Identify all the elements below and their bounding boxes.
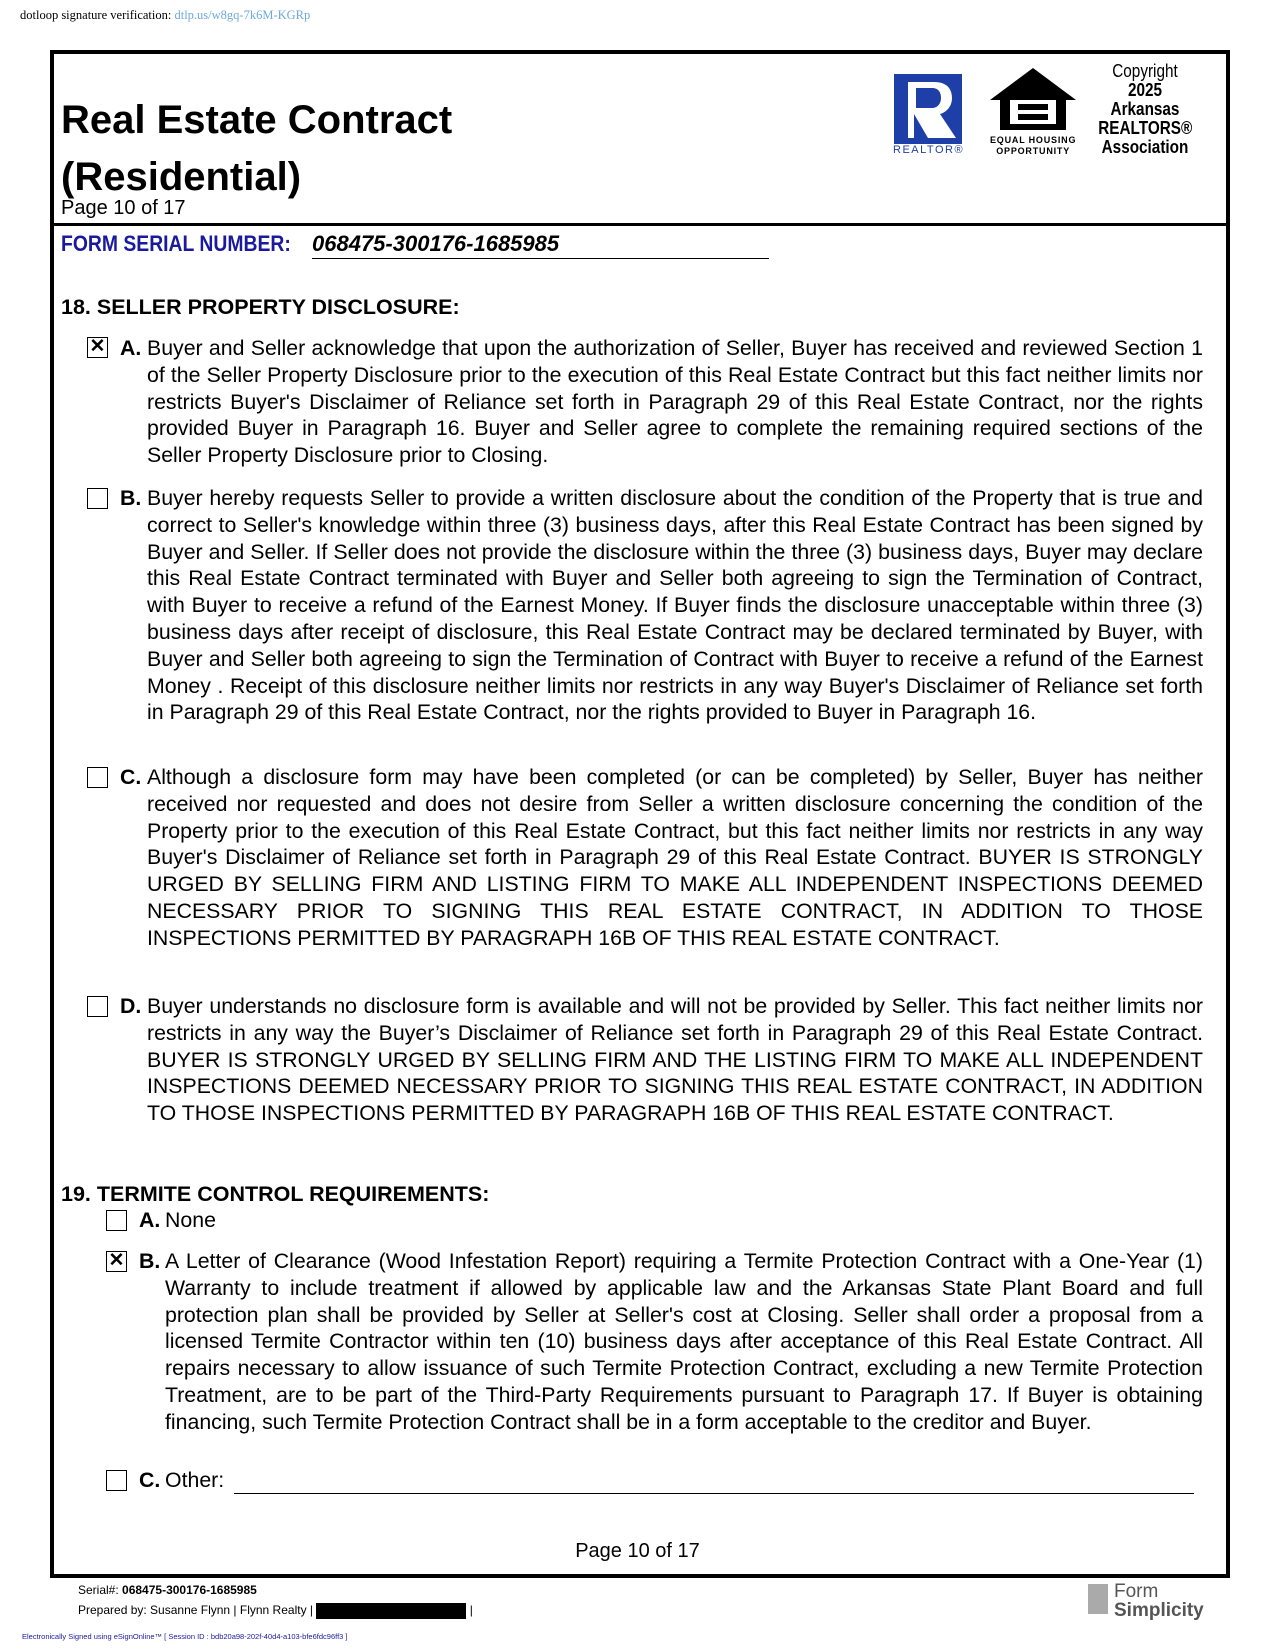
eho-line: EQUAL HOUSING	[990, 135, 1077, 145]
page-number-bottom: Page 10 of 17	[575, 1540, 700, 1562]
option-letter: C.	[139, 1468, 161, 1492]
section-19-heading: 19. TERMITE CONTROL REQUIREMENTS:	[61, 1182, 490, 1206]
brand-line: Form	[1114, 1581, 1159, 1602]
other-underline	[234, 1493, 1194, 1494]
verification-link[interactable]: dtlp.us/w8gq-7k6M-KGRp	[174, 8, 311, 22]
header-divider	[54, 223, 1226, 226]
copyright-line: Association	[1101, 137, 1189, 157]
serial-underline	[312, 258, 769, 259]
checkbox-19a[interactable]	[106, 1210, 127, 1231]
option-letter: B.	[139, 1249, 161, 1273]
checkbox-18a[interactable]	[87, 337, 108, 358]
option-18b-text: Buyer hereby requests Seller to provide a written disclosure about the condition of the Property that is true and correct to Seller's knowledge within three (3) business days, after this Real Estate Contract has been signed by Buyer and Seller. If Seller does not provide the disclosure within the three (3) business days, Buyer may declare this Real Estate Contract terminated with Buyer and Seller both agreeing to sign the Termination of Contract, with Buyer to receive a refund of the Earnest Money. If Buyer finds the disclosure unacceptable within three (3) business days after receipt of disclosure, this Real Estate Contract may be declared terminated by Buyer, with Buyer and Seller both agreeing to sign the Termination of Contract with Buyer to receive a refund of the Earnest Money . Receipt of this disclosure neither limits nor restricts in any way Buyer's Disclaimer of Reliance set forth in Paragraph 29 of this Real Estate Contract, nor the rights provided to Buyer in Paragraph 16.	[147, 486, 1203, 725]
title-line: (Residential)	[61, 155, 302, 199]
option-19a-text: None	[165, 1208, 216, 1232]
option-letter: C.	[120, 765, 142, 789]
checkbox-18b[interactable]	[87, 488, 108, 509]
option-letter: A.	[139, 1208, 161, 1232]
footer-prepared-by: Prepared by: Susanne Flynn | Flynn Realty | |	[78, 1603, 473, 1618]
equal-housing-icon	[988, 66, 1078, 137]
checkbox-mark: ✕	[89, 336, 106, 357]
equal-housing-text	[990, 135, 1076, 157]
option-18a-text: Buyer and Seller acknowledge that upon the authorization of Seller, Buyer has received and reviewed Section 1 of the Seller Property Disclosure prior to the execution of this Real Estate Contract but this fact neither limits nor restricts Buyer's Disclaimer of Reliance set forth in Paragraph 29 of this Real Estate Contract, nor the rights provided Buyer in Paragraph 16. Buyer and Seller agree to complete the remaining required sections of the Seller Property Disclosure prior to Closing.	[147, 336, 1203, 468]
checkbox-mark: ✕	[108, 1250, 125, 1271]
copyright-line: Arkansas	[1110, 99, 1180, 119]
realtor-logo-icon	[894, 74, 962, 144]
prepared-by-text: Prepared by: Susanne Flynn | Flynn Realty |	[78, 1603, 314, 1618]
option-18c-text: Although a disclosure form may have been completed (or can be completed) by Seller, Buyer has neither received nor requested and does not desire from Seller a written disclosure concerning the condition of the Property prior to the execution of this Real Estate Contract, but this fact neither limits nor restricts in any way Buyer's Disclaimer of Reliance set forth in Paragraph 29 of this Real Estate Contract. BUYER IS STRONGLY URGED BY SELLING FIRM AND LISTING FIRM TO MAKE ALL INDEPENDENT INSPECTIONS DEEMED NECESSARY PRIOR TO SIGNING THIS REAL ESTATE CONTRACT, IN ADDITION TO THOSE INSPECTIONS PERMITTED BY PARAGRAPH 16B OF THIS REAL ESTATE CONTRACT.	[147, 765, 1203, 950]
esign-notice: Electronically Signed using eSignOnline™ [ Session ID : bdb20a98-202f-40d4-a103-bfe6fdc96ff3 ]	[22, 1632, 348, 1641]
title-line: Real Estate Contract	[61, 98, 453, 142]
redacted-block	[316, 1603, 466, 1619]
page-number-top: Page 10 of 17	[61, 197, 186, 219]
option-letter: A.	[120, 336, 142, 360]
brand-line: Simplicity	[1114, 1600, 1204, 1621]
option-letter: D.	[120, 994, 142, 1018]
option-19b-text: A Letter of Clearance (Wood Infestation Report) requiring a Termite Protection Contract with a One-Year (1) Warranty to include treatment if allowed by applicable law and the Arkansas State Plant Board and full protection plan shall be provided by Seller at Seller's cost at Closing. Seller shall order a proposal from a licensed Termite Contractor within ten (10) business days after acceptance of this Real Estate Contract. All repairs necessary to allow issuance of such Termite Protection Contract, excluding a new Termite Protection Treatment, are to be part of the Third-Party Requirements pursuant to Paragraph 17. If Buyer is obtaining financing, such Termite Protection Contract shall be in a form acceptable to the creditor and Buyer.	[165, 1249, 1203, 1434]
checkbox-18d[interactable]	[87, 996, 108, 1017]
serial-label: FORM SERIAL NUMBER:	[61, 231, 291, 256]
form-title	[61, 92, 452, 206]
copyright-line: 2025	[1127, 80, 1163, 100]
checkbox-18c[interactable]	[87, 767, 108, 788]
form-simplicity-logo	[1114, 1582, 1204, 1620]
section-18-heading: 18. SELLER PROPERTY DISCLOSURE:	[61, 295, 460, 319]
option-19c-label: Other:	[165, 1468, 225, 1492]
footer-serial	[78, 1583, 257, 1597]
eho-line: OPPORTUNITY	[996, 146, 1071, 156]
checkbox-19c[interactable]	[106, 1470, 127, 1491]
copyright-notice	[1098, 62, 1192, 157]
footer-serial-label: Serial#:	[78, 1583, 119, 1597]
realtor-logo-text: REALTOR®	[893, 144, 965, 156]
checkbox-19b[interactable]	[106, 1251, 127, 1272]
option-18d-text: Buyer understands no disclosure form is available and will not be provided by Seller. This fact neither limits nor restricts in any way the Buyer’s Disclaimer of Reliance set forth in Paragraph 29 of this Real Estate Contract. BUYER IS STRONGLY URGED BY SELLING FIRM AND THE LISTING FIRM TO MAKE ALL INDEPENDENT INSPECTIONS DEEMED NECESSARY PRIOR TO SIGNING THIS REAL ESTATE CONTRACT, IN ADDITION TO THOSE INSPECTIONS PERMITTED BY PARAGRAPH 16B OF THIS REAL ESTATE CONTRACT.	[147, 994, 1203, 1126]
document-icon	[1088, 1584, 1108, 1614]
signature-verification	[20, 8, 310, 23]
option-letter: B.	[120, 486, 142, 510]
copyright-line: Copyright	[1112, 61, 1178, 81]
verification-label: dotloop signature verification:	[20, 8, 172, 22]
footer-serial-value: 068475-300176-1685985	[122, 1583, 257, 1597]
serial-value: 068475-300176-1685985	[312, 231, 560, 256]
copyright-line: REALTORS®	[1098, 118, 1193, 138]
